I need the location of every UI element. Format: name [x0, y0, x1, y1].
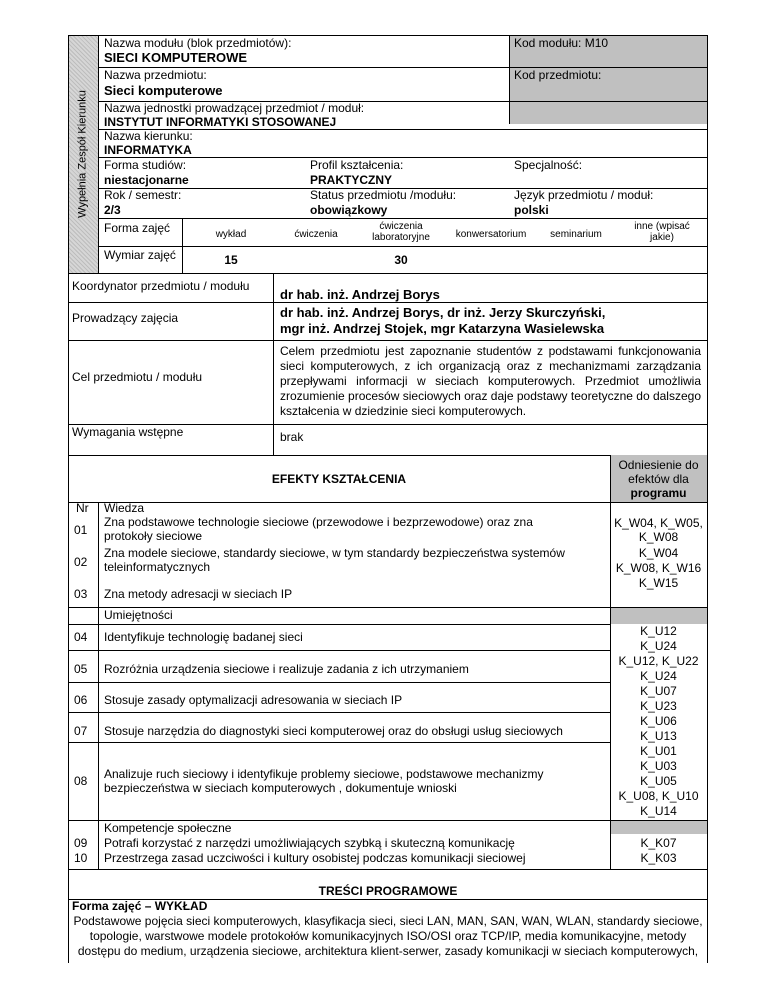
class-hours: 30: [394, 253, 408, 267]
knowledge-ref-shade: [611, 608, 707, 624]
profile-label: Profil kształcenia:: [310, 158, 404, 172]
goal-label: Cel przedmiotu / modułu: [72, 370, 203, 384]
outcome-nr: 08: [74, 774, 88, 788]
skills-ref: K_U12: [640, 624, 677, 638]
outcome-nr: 01: [74, 523, 88, 537]
outcome-nr: 10: [74, 851, 88, 865]
outcome-nr: 05: [74, 662, 88, 676]
skills-label: Umiejętności: [104, 608, 173, 622]
field-value: INFORMATYKA: [104, 143, 192, 157]
skills-ref: K_U06: [640, 714, 677, 728]
outcome-text: Analizuje ruch sieciowy i identyfikuje problemy sieciowe, podstawowe mechanizmy bezpieczeństwa w sieciach komputerowych , dokumentuje wnioski: [104, 767, 544, 795]
class-type: ćwiczenia: [294, 229, 338, 240]
goal-text: Celem przedmiotu jest zapoznanie studentów z podstawami funkcjonowania sieci komputerowych, z ich organizacją oraz z mechanizmami zarządzania przepływami informacji w sieciach komputerowych. Przedmiot umożliwia zrozumienie procesów sieciowych oraz daje podstawy teoretyczne do dalszego kształcenia w dziedzinie sieci komputerowych.: [280, 344, 701, 418]
class-type: konwersatorium: [455, 229, 527, 240]
module-label: Nazwa modułu (blok przedmiotów):: [104, 36, 292, 50]
skills-ref: K_U23: [640, 699, 677, 713]
skills-ref: K_U24: [640, 639, 677, 653]
ref-header-2: efektów dla: [628, 472, 689, 486]
knowledge-ref: K_W08: [638, 530, 679, 544]
outcome-text: Zna podstawowe technologie sieciowe (przewodowe i bezprzewodowe) oraz zna protokoły sieciowe: [104, 515, 533, 543]
skills-ref: K_U24: [640, 669, 677, 683]
outcome-nr: 09: [74, 836, 88, 850]
program-text: Podstawowe pojęcia sieci komputerowych, klasyfikacja sieci, sieci LAN, MAN, SAN, WAN, WLAN, standardy sieciowe, topologie, warstwowe modele protokołów komunikacyjnych ISO/OSI oraz TCP/IP, media komunikacyjne, metody dostępu do medium, urządzenia sieciowe, architektura klient-serwer, zasady komunikacji w sieciach komputerowych,: [73, 914, 703, 958]
module-value: SIECI KOMPUTEROWE: [104, 50, 248, 65]
outcome-text: Zna modele sieciowe, standardy sieciowe, w tym standardy bezpieczeństwa systemów teleinformatycznych: [104, 546, 565, 574]
subject-label: Nazwa przedmiotu:: [104, 68, 207, 82]
class-hours: 15: [224, 253, 238, 267]
outcome-text: Zna metody adresacji w sieciach IP: [104, 587, 293, 601]
knowledge-ref: K_W15: [638, 576, 679, 590]
side-label: Wypełnia Zespół Kierunku: [76, 90, 89, 218]
coordinator-label: Koordynator przedmiotu / modułu: [72, 279, 250, 293]
skills-ref: K_U08, K_U10: [618, 789, 699, 803]
program-form-label: Forma zajęć – WYKŁAD: [72, 899, 208, 913]
knowledge-ref: K_W04, K_W05,: [614, 516, 703, 530]
outcome-text: Identyfikuje technologię badanej sieci: [104, 630, 303, 644]
competence-label: Kompetencje społeczne: [104, 821, 232, 835]
study-form-value: niestacjonarne: [104, 173, 189, 187]
outcome-nr: 07: [74, 724, 88, 738]
field-label: Nazwa kierunku:: [104, 129, 193, 143]
teachers-line2: mgr inż. Andrzej Stojek, mgr Katarzyna Wasielewska: [280, 321, 605, 336]
outcome-text: Stosuje zasady optymalizacji adresowania w sieciach IP: [104, 693, 403, 707]
skills-ref: K_U03: [640, 759, 677, 773]
nr-header: Nr: [76, 501, 89, 515]
class-type: seminarium: [550, 229, 602, 240]
class-type: wykład: [215, 229, 247, 240]
skills-ref: K_U14: [640, 804, 677, 818]
outcome-text: Przestrzega zasad uczciwości i kultury osobistej podczas komunikacji sieciowej: [104, 851, 526, 865]
skills-ref: K_U13: [640, 729, 677, 743]
program-title: TREŚCI PROGRAMOWE: [318, 884, 458, 898]
skills-ref: K_U07: [640, 684, 677, 698]
teachers-label: Prowadzący zajęcia: [72, 311, 179, 325]
skills-ref: K_U12, K_U22: [618, 654, 699, 668]
outcome-nr: 02: [74, 555, 88, 569]
competence-ref: K_K07: [640, 836, 677, 850]
competence-ref: K_K03: [640, 851, 677, 865]
ref-header-1: Odniesienie do: [618, 458, 699, 472]
class-form-label: Forma zajęć: [104, 221, 171, 235]
skills-ref: K_U05: [640, 774, 677, 788]
language-label: Język przedmiotu / moduł:: [514, 188, 654, 202]
requirements-label: Wymagania wstępne: [72, 425, 184, 439]
status-label: Status przedmiotu /modułu:: [310, 188, 457, 202]
outcome-nr: 04: [74, 630, 88, 644]
class-type: ćwiczenia laboratoryjne: [372, 221, 430, 243]
ref-header-3: programu: [630, 486, 687, 500]
status-value: obowiązkowy: [310, 203, 388, 217]
language-value: polski: [514, 203, 549, 217]
year-value: 2/3: [104, 203, 121, 217]
class-type: inne (wpisać jakie): [634, 221, 690, 243]
module-code: Kod modułu: M10: [514, 36, 609, 50]
requirements-value: brak: [280, 430, 304, 444]
knowledge-ref: K_W04: [638, 546, 679, 560]
outcome-text: Potrafi korzystać z narzędzi umożliwiających szybką i skuteczną komunikację: [104, 836, 515, 850]
skills-ref: K_U01: [640, 744, 677, 758]
knowledge-label: Wiedza: [104, 501, 145, 515]
outcomes-title: EFEKTY KSZTAŁCENIA: [271, 472, 407, 486]
unit-label: Nazwa jednostki prowadzącej przedmiot / moduł:: [104, 101, 365, 115]
subject-code: Kod przedmiotu:: [514, 68, 602, 82]
teachers-line1: dr hab. inż. Andrzej Borys, dr inż. Jerzy Skurczyński,: [280, 305, 606, 320]
knowledge-ref: K_W08, K_W16: [615, 561, 702, 575]
unit-value: INSTYTUT INFORMATYKI STOSOWANEJ: [104, 115, 337, 129]
outcome-nr: 03: [74, 587, 88, 601]
specialty-label: Specjalność:: [514, 158, 583, 172]
subject-value: Sieci komputerowe: [104, 83, 223, 98]
year-label: Rok / semestr:: [104, 188, 182, 202]
competence-ref-shade: [611, 821, 707, 834]
outcome-text: Stosuje narzędzia do diagnostyki sieci komputerowej oraz do obsługi usług sieciowych: [104, 724, 563, 738]
outcome-nr: 06: [74, 693, 88, 707]
class-hours-label: Wymiar zajęć: [104, 248, 176, 262]
study-form-label: Forma studiów:: [104, 158, 187, 172]
profile-value: PRAKTYCZNY: [310, 173, 393, 187]
coordinator-value: dr hab. inż. Andrzej Borys: [280, 287, 440, 302]
outcome-text: Rozróżnia urządzenia sieciowe i realizuje zadania z ich utrzymaniem: [104, 662, 469, 676]
